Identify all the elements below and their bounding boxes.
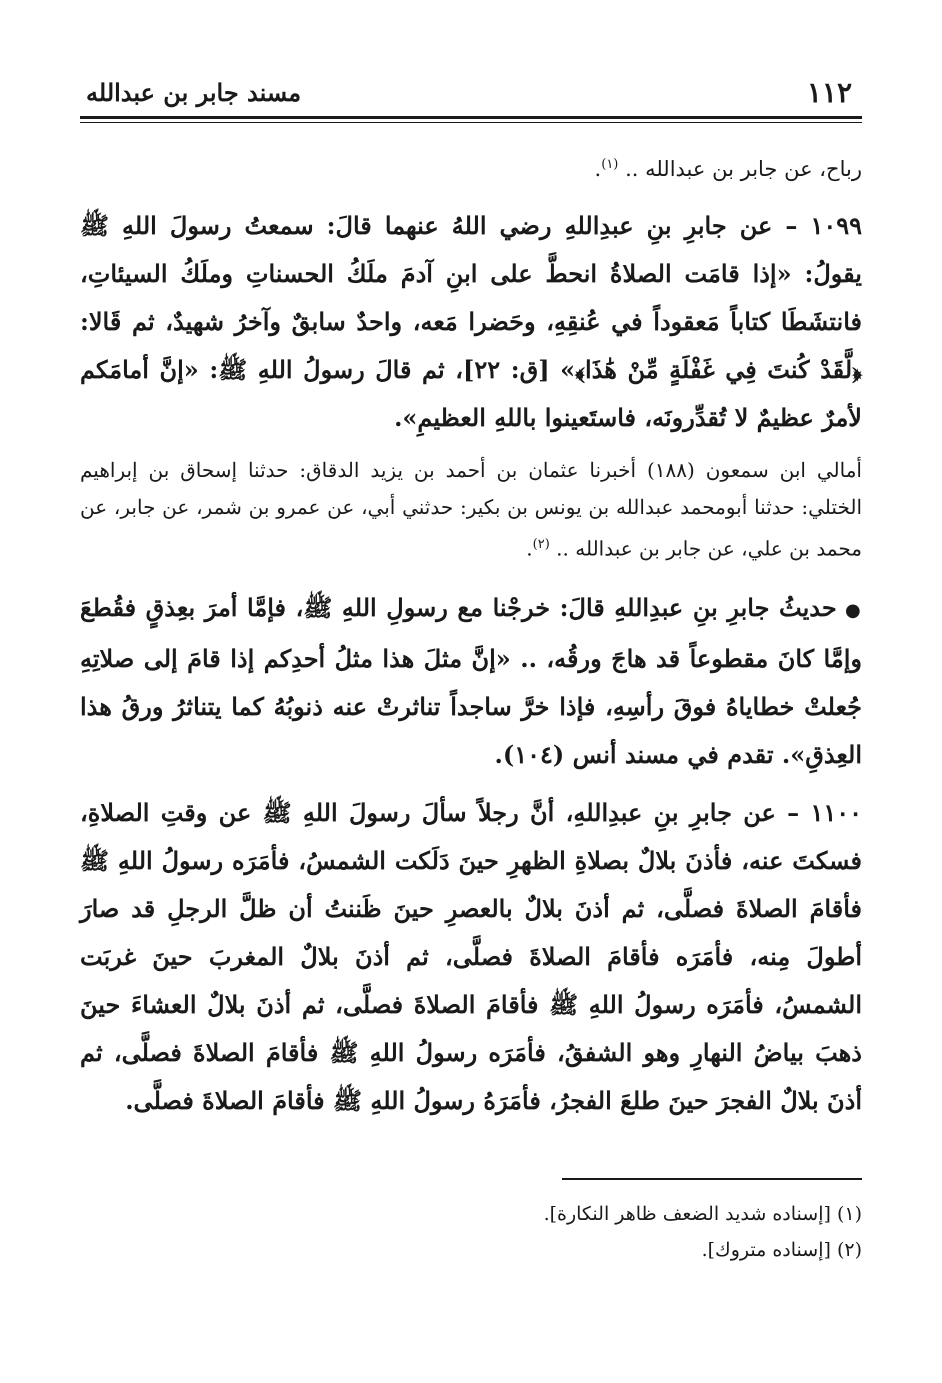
footnotes	[80, 1196, 862, 1268]
hadith-text: – عن جابرِ بنِ عبدِاللهِ، أنَّ رجلاً سألَ رسولَ اللهِ ﷺ عن وقتِ الصلاةِ، فسكتَ عنه، فأذنَ بلالٌ بصلاةِ الظهرِ حينَ دَلَكت الشمسُ، فأمَرَه رسولُ اللهِ ﷺ فأقامَ الصلاةَ فصلَّى، ثم أذنَ بلالٌ بالعصرِ حينَ ظَننتُ أن ظلَّ الرجلِ قد صارَ أطولَ مِنه، فأمَرَه فأقامَ الصلاةَ فصلَّى، ثم أذنَ بلالٌ المغربَ حينَ غربَت الشمسُ، فأمَرَه رسولُ اللهِ ﷺ فأقامَ الصلاةَ فصلَّى، ثم أذنَ بلالٌ العشاءَ حينَ ذهبَ بياضُ النهارِ وهو الشفقُ، فأمَرَه رسولُ اللهِ ﷺ فأقامَ الصلاةَ فصلَّى، ثم أذنَ بلالٌ الفجرَ حينَ طلعَ الفجرُ، فأمَرَهُ رسولُ اللهِ ﷺ فأقامَ الصلاةَ فصلَّى.	[80, 797, 862, 1115]
hadith-1099	[80, 202, 862, 442]
bullet-icon: ●	[845, 599, 862, 621]
hadith-text: حديثُ جابرِ بنِ عبدِاللهِ قالَ: خرجْنا مع رسولِ اللهِ ﷺ، فإمَّا أمرَ بعِذقٍ فقُطعَ وإمَّا كانَ مقطوعاً قد هاجَ ورقُه، .. «إنَّ مثلَ هذا مثلُ أحدِكم إذا قامَ إلى صلاتِهِ جُعلتْ خطاياهُ فوقَ رأسِهِ، فإذا خرَّ ساجداً تناثرتْ عنه ذنوبُهُ كما يتناثرُ ورقُ هذا العِذقِ». تقدم في مسند أنس (١٠٤).	[80, 592, 862, 769]
footnote-ref-2: (٢)	[532, 537, 550, 552]
running-title: مسند جابر بن عبدالله	[86, 78, 302, 107]
hadith-text: – عن جابرِ بنِ عبدِاللهِ رضي اللهُ عنهما قالَ: سمعتُ رسولَ اللهِ ﷺ يقولُ: «إذا قامَت الصلاةُ انحطَّ على ابنِ آدمَ ملَكُ الحسناتِ وملَكُ السيئاتِ، فانتشَطَا كتاباً مَعقوداً في عُنقِهِ، وحَضرا مَعه، واحدٌ سابقٌ وآخرُ شهيدٌ، ثم قَالا: ﴿لَّقَدْ كُنتَ فِي غَفْلَةٍ مِّنْ هَٰذَا﴾» [ق: ٢٢]، ثم قالَ رسولُ اللهِ ﷺ: «إنَّ أمامَكم لأمرٌ عظيمٌ لا تُقدِّرونَه، فاستَعينوا باللهِ العظيمِ».	[80, 211, 863, 432]
footnote-ref-1: (١)	[601, 157, 619, 172]
footnote-2	[80, 1232, 862, 1268]
footnote-text: [إسناده متروك].	[701, 1239, 831, 1261]
bullet-hadith	[80, 584, 862, 779]
footnote-rule	[562, 1178, 862, 1180]
page-number: ١١٢	[806, 76, 852, 109]
hadith-number: ١٠٩٩	[810, 211, 862, 240]
page-content	[80, 146, 862, 1135]
footnote-text: [إسناده شديد الضعف ظاهر النكارة].	[543, 1203, 831, 1225]
hadith-1100	[80, 789, 862, 1125]
header-rule-thin	[80, 122, 862, 123]
page-header	[80, 70, 862, 110]
source-text: أمالي ابن سمعون (١٨٨) أخبرنا عثمان بن أحمد بن يزيد الدقاق: حدثنا إسحاق بن إبراهيم الختلي: حدثنا أبومحمد عبدالله بن يونس بن بكير: حدثني أبي، عن عمرو بن شمر، عن جابر، عن محمد بن علي، عن جابر بن عبدالله ..	[80, 458, 862, 561]
header-rule	[80, 116, 862, 119]
source-line-text: رباح، عن جابر بن عبدالله ..	[625, 157, 862, 181]
footnote-marker: (٢)	[836, 1239, 862, 1261]
footnote-1	[80, 1196, 862, 1232]
hadith-number: ١١٠٠	[810, 797, 863, 827]
footnote-marker: (١)	[836, 1203, 862, 1225]
source-1099: أمالي ابن سمعون (١٨٨) أخبرنا عثمان بن أحمد بن يزيد الدقاق: حدثنا إسحاق بن إبراهيم الختلي: حدثنا أبومحمد عبدالله بن يونس بن بكير: حدثني أبي، عن عمرو بن شمر، عن جابر، عن محمد بن علي، عن جابر بن عبدالله .. $^{(٢)}$.	[80, 458, 862, 561]
source-line-continuation: رباح، عن جابر بن عبدالله .. $^{(١)}$.	[594, 157, 862, 181]
book-page	[80, 70, 862, 1330]
